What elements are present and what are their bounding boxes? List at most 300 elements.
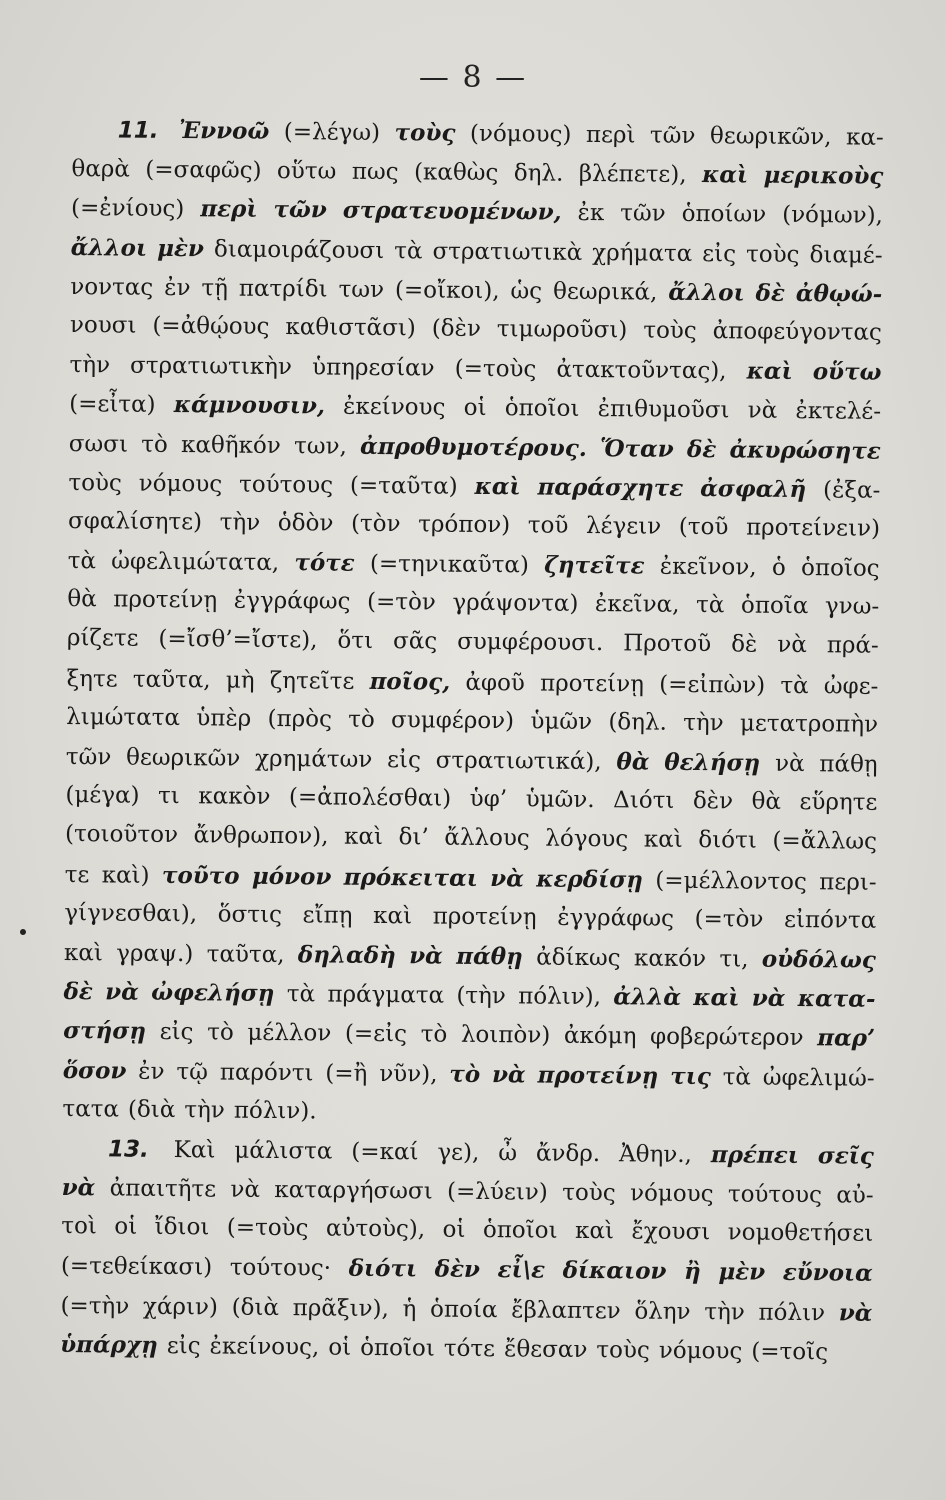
word: μάλιστα	[234, 1137, 333, 1165]
text-line	[68, 502, 880, 549]
word: ἄλλοι	[668, 278, 745, 307]
word: (=ἴσθ’=ἴστε),	[158, 626, 318, 654]
word: νὰ	[777, 632, 807, 659]
word: πρᾶξιν),	[292, 1294, 389, 1322]
word: ὡς	[510, 277, 543, 305]
word: καταργήσωσι	[274, 1177, 433, 1205]
word: τι,	[719, 946, 749, 973]
word: (=τεθείκασι)	[60, 1253, 213, 1281]
word: διότι	[348, 1255, 418, 1283]
text-line	[62, 1090, 874, 1137]
word: εὕρητε	[799, 789, 878, 816]
word: θὰ	[616, 748, 650, 776]
word: Καὶ	[173, 1136, 216, 1164]
word: στρατιωτικά),	[435, 747, 602, 776]
word: καὶ	[693, 984, 740, 1012]
word: Ἀθην.,	[618, 1141, 693, 1168]
word: (μέγα)	[65, 782, 140, 809]
word: νὰ	[747, 397, 778, 425]
word: τῷ	[176, 1058, 209, 1085]
word: ἔθεσαν	[503, 1336, 588, 1363]
word: (=τὴν	[60, 1292, 130, 1320]
word: καὶ	[63, 939, 103, 967]
word: θελήσῃ	[664, 748, 761, 777]
word: περι-	[819, 868, 877, 896]
word: τούτους·	[229, 1255, 332, 1282]
word: τῶν	[65, 743, 112, 771]
word: οἱ	[463, 395, 487, 422]
word: συμφέρουσι.	[457, 629, 604, 657]
word: μὴ	[225, 667, 255, 694]
word: ἀπαιτῆτε	[109, 1175, 217, 1203]
word: ἐγγράφως	[233, 587, 351, 615]
word: τὸ	[420, 1021, 448, 1048]
word: θεωρικῶν,	[709, 123, 832, 151]
word: νὰ	[230, 1176, 261, 1203]
word: τῇ	[201, 275, 229, 302]
word: καὶ	[574, 1218, 615, 1245]
word: λοιπὸν)	[460, 1022, 551, 1049]
word: σεῖς	[817, 1142, 875, 1170]
word: προτείνῃ	[432, 903, 537, 931]
word: εὔνοια	[782, 1259, 873, 1288]
word: ἐγγράφως	[557, 904, 675, 932]
word: (=εἰς	[344, 1020, 408, 1048]
word: νὰ	[774, 750, 805, 778]
word: εἰπόντα	[783, 906, 877, 934]
word: ὅτι	[337, 628, 374, 655]
word: (=ταῦτα)	[349, 472, 458, 500]
text-line	[62, 1129, 874, 1176]
text-line	[61, 1246, 873, 1293]
word: μέλλον	[247, 1020, 332, 1047]
word: δὲν	[434, 1255, 481, 1284]
text-line	[69, 423, 881, 470]
word: (νόμων),	[782, 202, 884, 230]
word: καὶ	[701, 161, 749, 189]
word: τοὶ	[61, 1213, 98, 1240]
word: τούτους	[727, 1181, 823, 1209]
word: νὰ	[105, 978, 140, 1006]
word: ὠφελιμώ-	[762, 1064, 875, 1092]
word: ταῦτα,	[132, 666, 211, 693]
word: (=τηνικαῦτα)	[369, 550, 529, 579]
word: ἐκ	[577, 200, 605, 227]
word: νουσι	[69, 311, 137, 339]
word: ρίζετε	[66, 625, 139, 653]
word: (πρὸς	[267, 705, 333, 733]
word: ὠφελιμώτατα,	[111, 548, 280, 577]
word: τοὺς	[394, 119, 456, 147]
word: γραψ.)	[116, 940, 194, 968]
word: ὁποία	[429, 1296, 498, 1323]
word: ἡ	[402, 1295, 417, 1322]
word: ἐκείνους	[342, 393, 446, 421]
word: ἐκεῖνον,	[659, 553, 757, 581]
word: πως	[351, 158, 399, 186]
word: γίγνεσθαι),	[64, 899, 198, 927]
word: οὕτω	[812, 358, 882, 386]
margin-mark	[20, 929, 26, 935]
word: (νόμους)	[469, 120, 572, 148]
word: εἶ\ε	[497, 1256, 546, 1285]
word: πάθῃ	[819, 751, 878, 778]
word: ὦ	[498, 1140, 518, 1167]
word: κατα-	[797, 985, 876, 1013]
word: νὰ	[409, 942, 443, 970]
word: τῶν	[620, 200, 666, 228]
word: τε	[64, 861, 90, 888]
word: τὴν	[704, 1298, 745, 1326]
word: νοντας	[70, 273, 154, 301]
word: ποῖος,	[369, 667, 451, 696]
word: χρήματα	[592, 239, 693, 267]
word: ὠφελήσῃ	[151, 978, 275, 1008]
text-line	[69, 384, 881, 431]
word: ξητε	[66, 665, 118, 693]
word: (τὸν	[350, 510, 401, 538]
word: ἄλλοι	[70, 233, 148, 262]
word: παρόντι	[219, 1058, 314, 1086]
word: ἀσφαλῆ	[700, 474, 807, 503]
word: ὅσον	[62, 1056, 127, 1085]
word: (=μέλλοντος	[655, 867, 807, 895]
word: μόνον	[251, 862, 332, 891]
word: στρατευομένων,	[342, 196, 562, 227]
word: (=ἄλλως	[772, 828, 878, 856]
word: θεωρικά,	[552, 278, 658, 306]
word: (=τοῖς	[751, 1338, 829, 1366]
word: πόλιν).	[233, 1097, 317, 1125]
word: οὐδόλως	[761, 945, 876, 974]
word: τις	[670, 1062, 711, 1090]
word: σᾶς	[392, 628, 438, 655]
word: αὐτοὺς),	[325, 1215, 426, 1243]
word: γε),	[437, 1139, 480, 1166]
word: κερδίσῃ	[536, 865, 644, 894]
word: ἀκόμη	[563, 1023, 637, 1050]
word: (καθὼς	[413, 159, 499, 187]
word: οἱ	[442, 1216, 466, 1244]
text-line	[61, 1207, 873, 1254]
word: διαμοιράζουσι	[213, 235, 385, 264]
word: εἰς	[159, 1019, 194, 1046]
word: τὰ	[286, 981, 316, 1008]
word: πράγματα	[327, 981, 445, 1009]
word: (=τοὺς	[454, 355, 537, 383]
word: (=τὸν	[694, 905, 764, 933]
text-line	[64, 894, 876, 941]
word: τοῦτο	[161, 861, 240, 890]
word: προτείνῃ	[537, 1061, 659, 1090]
word: νὰ	[838, 1299, 873, 1327]
word: (δὲν	[431, 315, 482, 342]
word: δὲ	[686, 435, 717, 463]
word: ὁ	[771, 554, 786, 581]
word: Ὅταν	[599, 434, 674, 463]
word: ὑμῶν	[530, 708, 593, 735]
word: καὶ	[474, 472, 521, 501]
word: ἀθῳώ-	[795, 279, 883, 308]
word: θεωρικῶν	[125, 744, 241, 772]
word: τὰ	[780, 672, 809, 699]
word: προτείνῃ	[113, 586, 218, 614]
word: ὅλην	[634, 1298, 691, 1325]
word: τότε	[443, 1335, 496, 1362]
word: (=ἀθῴους	[152, 312, 270, 340]
word: ὁποῖοι	[504, 395, 580, 423]
word: ὅστις	[217, 901, 283, 928]
word: ἢ	[683, 1258, 701, 1286]
word: τὰ	[67, 548, 97, 575]
word: (=λέγω)	[283, 119, 381, 146]
word: (=εἶτα)	[69, 391, 156, 419]
word: βλέπετε),	[578, 161, 687, 189]
word: δὲ	[755, 279, 786, 307]
word: πόλιν),	[518, 983, 602, 1011]
word: (=οἴκοι),	[394, 276, 500, 304]
word: (τοιοῦτον	[64, 821, 179, 849]
word: ὁποῖοι	[482, 1217, 558, 1244]
word: καὶ	[643, 826, 683, 854]
word: εἴπῃ	[302, 902, 353, 929]
word: ἀκυρώσητε	[729, 435, 881, 465]
word: αὐ-	[836, 1182, 874, 1209]
word: οἱ	[114, 1213, 138, 1240]
text-line	[70, 306, 882, 353]
word: ὁποῖοι	[360, 1334, 435, 1362]
word: σφαλίσητε)	[67, 507, 203, 536]
text-line	[60, 1325, 872, 1372]
word: τοῦ	[527, 512, 569, 539]
word: χάριν)	[142, 1293, 219, 1321]
word: ἐκτελέ-	[795, 398, 882, 426]
word: περὶ	[200, 195, 258, 224]
word: μὲν	[718, 1258, 766, 1287]
word: τατα	[62, 1095, 120, 1123]
word: συμφέρον)	[390, 706, 515, 735]
word: εἰς	[702, 240, 737, 267]
word: νόμους	[658, 1337, 743, 1365]
word: οὕτω	[276, 158, 337, 185]
word: Ἐννοῶ	[178, 117, 270, 145]
text-line	[72, 110, 884, 157]
word: ἀδίκως	[536, 944, 621, 972]
word: γράψοντα)	[452, 589, 579, 618]
word: (=εἰπὼν)	[659, 671, 766, 699]
word: ὠφε-	[823, 672, 879, 700]
text-line	[70, 228, 882, 275]
word: γνω-	[824, 593, 880, 621]
word: ἴδιοι	[154, 1214, 210, 1241]
word: νόμους	[629, 1180, 714, 1208]
word: τιμωροῦσι)	[496, 316, 628, 344]
word: διότι	[698, 827, 757, 854]
word: (=τοὺς	[226, 1214, 309, 1242]
word: νῦν),	[379, 1060, 438, 1088]
word: λιμώτατα	[66, 703, 181, 731]
word: πάθῃ	[456, 942, 523, 971]
word: λέγειν	[585, 512, 662, 540]
word: καὶ	[343, 824, 384, 851]
word: ὑμῶν.	[525, 786, 595, 814]
text-line	[60, 1286, 872, 1333]
word: τὴν	[69, 352, 111, 379]
word: προτείνῃ	[539, 670, 645, 698]
word: τὸ	[348, 706, 375, 733]
word: πρά-	[826, 632, 879, 660]
word: ἀλλὰ	[613, 983, 682, 1012]
word: παράσχητε	[537, 473, 684, 502]
word: των	[338, 276, 385, 303]
word: (τοῦ	[678, 513, 729, 541]
word: ζητεῖτε	[544, 551, 645, 580]
word: (=σαφῶς)	[145, 156, 262, 185]
word: οἱ	[328, 1334, 352, 1361]
word: τούτους	[238, 471, 334, 499]
word: ὑπάρχῃ	[60, 1330, 158, 1359]
word: εἰς	[386, 747, 422, 774]
word: ἐκείνους,	[209, 1333, 320, 1361]
word: νὰ	[751, 984, 786, 1013]
word: ἀφοῦ	[465, 669, 525, 696]
word: δι’	[398, 824, 429, 851]
word: μετατροπὴν	[739, 710, 879, 738]
word: εἰς	[166, 1332, 201, 1360]
word: τοὺς	[596, 1336, 650, 1364]
word: ἄλλους	[444, 824, 530, 852]
word: ὑφ’	[469, 786, 508, 813]
word: νὰ	[61, 1174, 96, 1202]
word: Διότι	[613, 787, 675, 815]
word: (τὴν	[456, 982, 506, 1010]
word: διαμέ-	[809, 241, 883, 269]
word: δηλαδὴ	[297, 941, 396, 970]
word: νὰ	[490, 864, 525, 892]
word: νόμους	[138, 470, 223, 498]
word: (διὰ	[231, 1294, 280, 1321]
word: (=ἢ	[325, 1059, 368, 1087]
word: ταῦτα,	[206, 941, 285, 969]
word: ὑπηρεσίαν	[311, 354, 435, 382]
word: στρατιωτικὴν	[130, 352, 293, 381]
word: Προτοῦ	[623, 630, 712, 658]
text-line	[63, 1011, 875, 1058]
word: καὶ)	[101, 861, 150, 889]
word: ὁποῖα	[740, 592, 809, 620]
word: στρατιωτικὰ	[432, 238, 583, 266]
word: τοὺς	[562, 1179, 616, 1207]
word: τοὺς	[745, 241, 800, 268]
word: χρημάτων	[254, 745, 373, 773]
word: ζητεῖτε	[269, 667, 355, 695]
word: πόλιν	[758, 1299, 826, 1326]
word: τὸ	[449, 1060, 481, 1088]
word: λόγους	[545, 825, 629, 853]
word: (=ἀπολέσθαι)	[288, 784, 452, 812]
word: ἀτακτοῦντας),	[556, 356, 727, 385]
word: τὴν	[683, 709, 724, 737]
word: ὁδὸν	[277, 509, 334, 537]
word: παρ’	[817, 1024, 876, 1053]
word: τὴν	[184, 1096, 225, 1124]
word: πατρίδι	[238, 275, 328, 303]
word: (δηλ.	[608, 708, 668, 736]
word: πρόκειται	[343, 863, 478, 892]
word: δίκαιον	[562, 1257, 667, 1286]
word: δηλ.	[513, 160, 564, 187]
word: τοὺς	[643, 317, 697, 344]
word: τὰ	[394, 237, 423, 264]
word: δὲν	[692, 788, 734, 815]
word: (=ἐνίους)	[70, 195, 185, 223]
word: καὶ	[746, 357, 793, 386]
word: (=τὸν	[366, 589, 436, 616]
word: θαρὰ	[71, 156, 130, 183]
text-line	[66, 737, 878, 784]
word: τὸ	[207, 1019, 234, 1046]
word: ὁποίων	[681, 201, 767, 229]
word: τοὺς	[68, 469, 122, 497]
word: τι	[157, 783, 180, 810]
word: ἐκεῖνα,	[594, 591, 680, 619]
word: των,	[293, 432, 347, 460]
word: ὑπὲρ	[196, 705, 252, 732]
word: δὲ	[63, 978, 93, 1006]
word: τρόπον)	[418, 511, 511, 539]
word: πρέπει	[710, 1141, 800, 1169]
word: κακὸν	[198, 783, 271, 811]
word: (=λύειν)	[446, 1178, 548, 1206]
text-line	[67, 619, 879, 666]
word: ἐπιθυμοῦσι	[597, 396, 730, 424]
word: κάμνουσιν,	[173, 391, 326, 420]
word: θὰ	[751, 788, 782, 816]
word: ἀπροθυμοτέρους.	[359, 432, 587, 462]
text-line	[63, 972, 875, 1019]
word: μὲν	[157, 234, 205, 262]
word: (ἐξα-	[822, 476, 881, 504]
text-line	[66, 659, 878, 706]
word: κα-	[845, 124, 884, 151]
word: στήσῃ	[63, 1017, 147, 1046]
body-text	[60, 110, 884, 1372]
word: τὰ	[695, 592, 725, 619]
word: φοβερώτερον	[649, 1023, 804, 1052]
page-number: — 8 —	[418, 60, 528, 95]
word: καὶ	[372, 902, 413, 930]
word: κακόν	[633, 945, 707, 973]
word: ἐν	[164, 274, 191, 301]
word: μερικοὺς	[763, 161, 884, 190]
word: προτείνειν)	[745, 514, 881, 542]
paragraph-number: 13.	[107, 1136, 149, 1163]
word: σωσι	[68, 430, 129, 458]
word: τὸ	[141, 431, 168, 458]
word: ἀποφεύγοντας	[712, 318, 883, 346]
word: τῶν	[273, 196, 327, 224]
word: καθιστᾶσι)	[285, 313, 416, 342]
word: νομοθετήσει	[727, 1219, 874, 1247]
word: τῶν	[649, 122, 696, 149]
word: ἔβλαπτεν	[511, 1296, 621, 1324]
paragraph-number: 11.	[117, 117, 159, 144]
word: περὶ	[585, 121, 636, 149]
word: τότε	[294, 549, 355, 577]
word: νὰ	[491, 1060, 526, 1088]
word: (=καί	[351, 1138, 419, 1166]
word: τὰ	[722, 1063, 752, 1091]
